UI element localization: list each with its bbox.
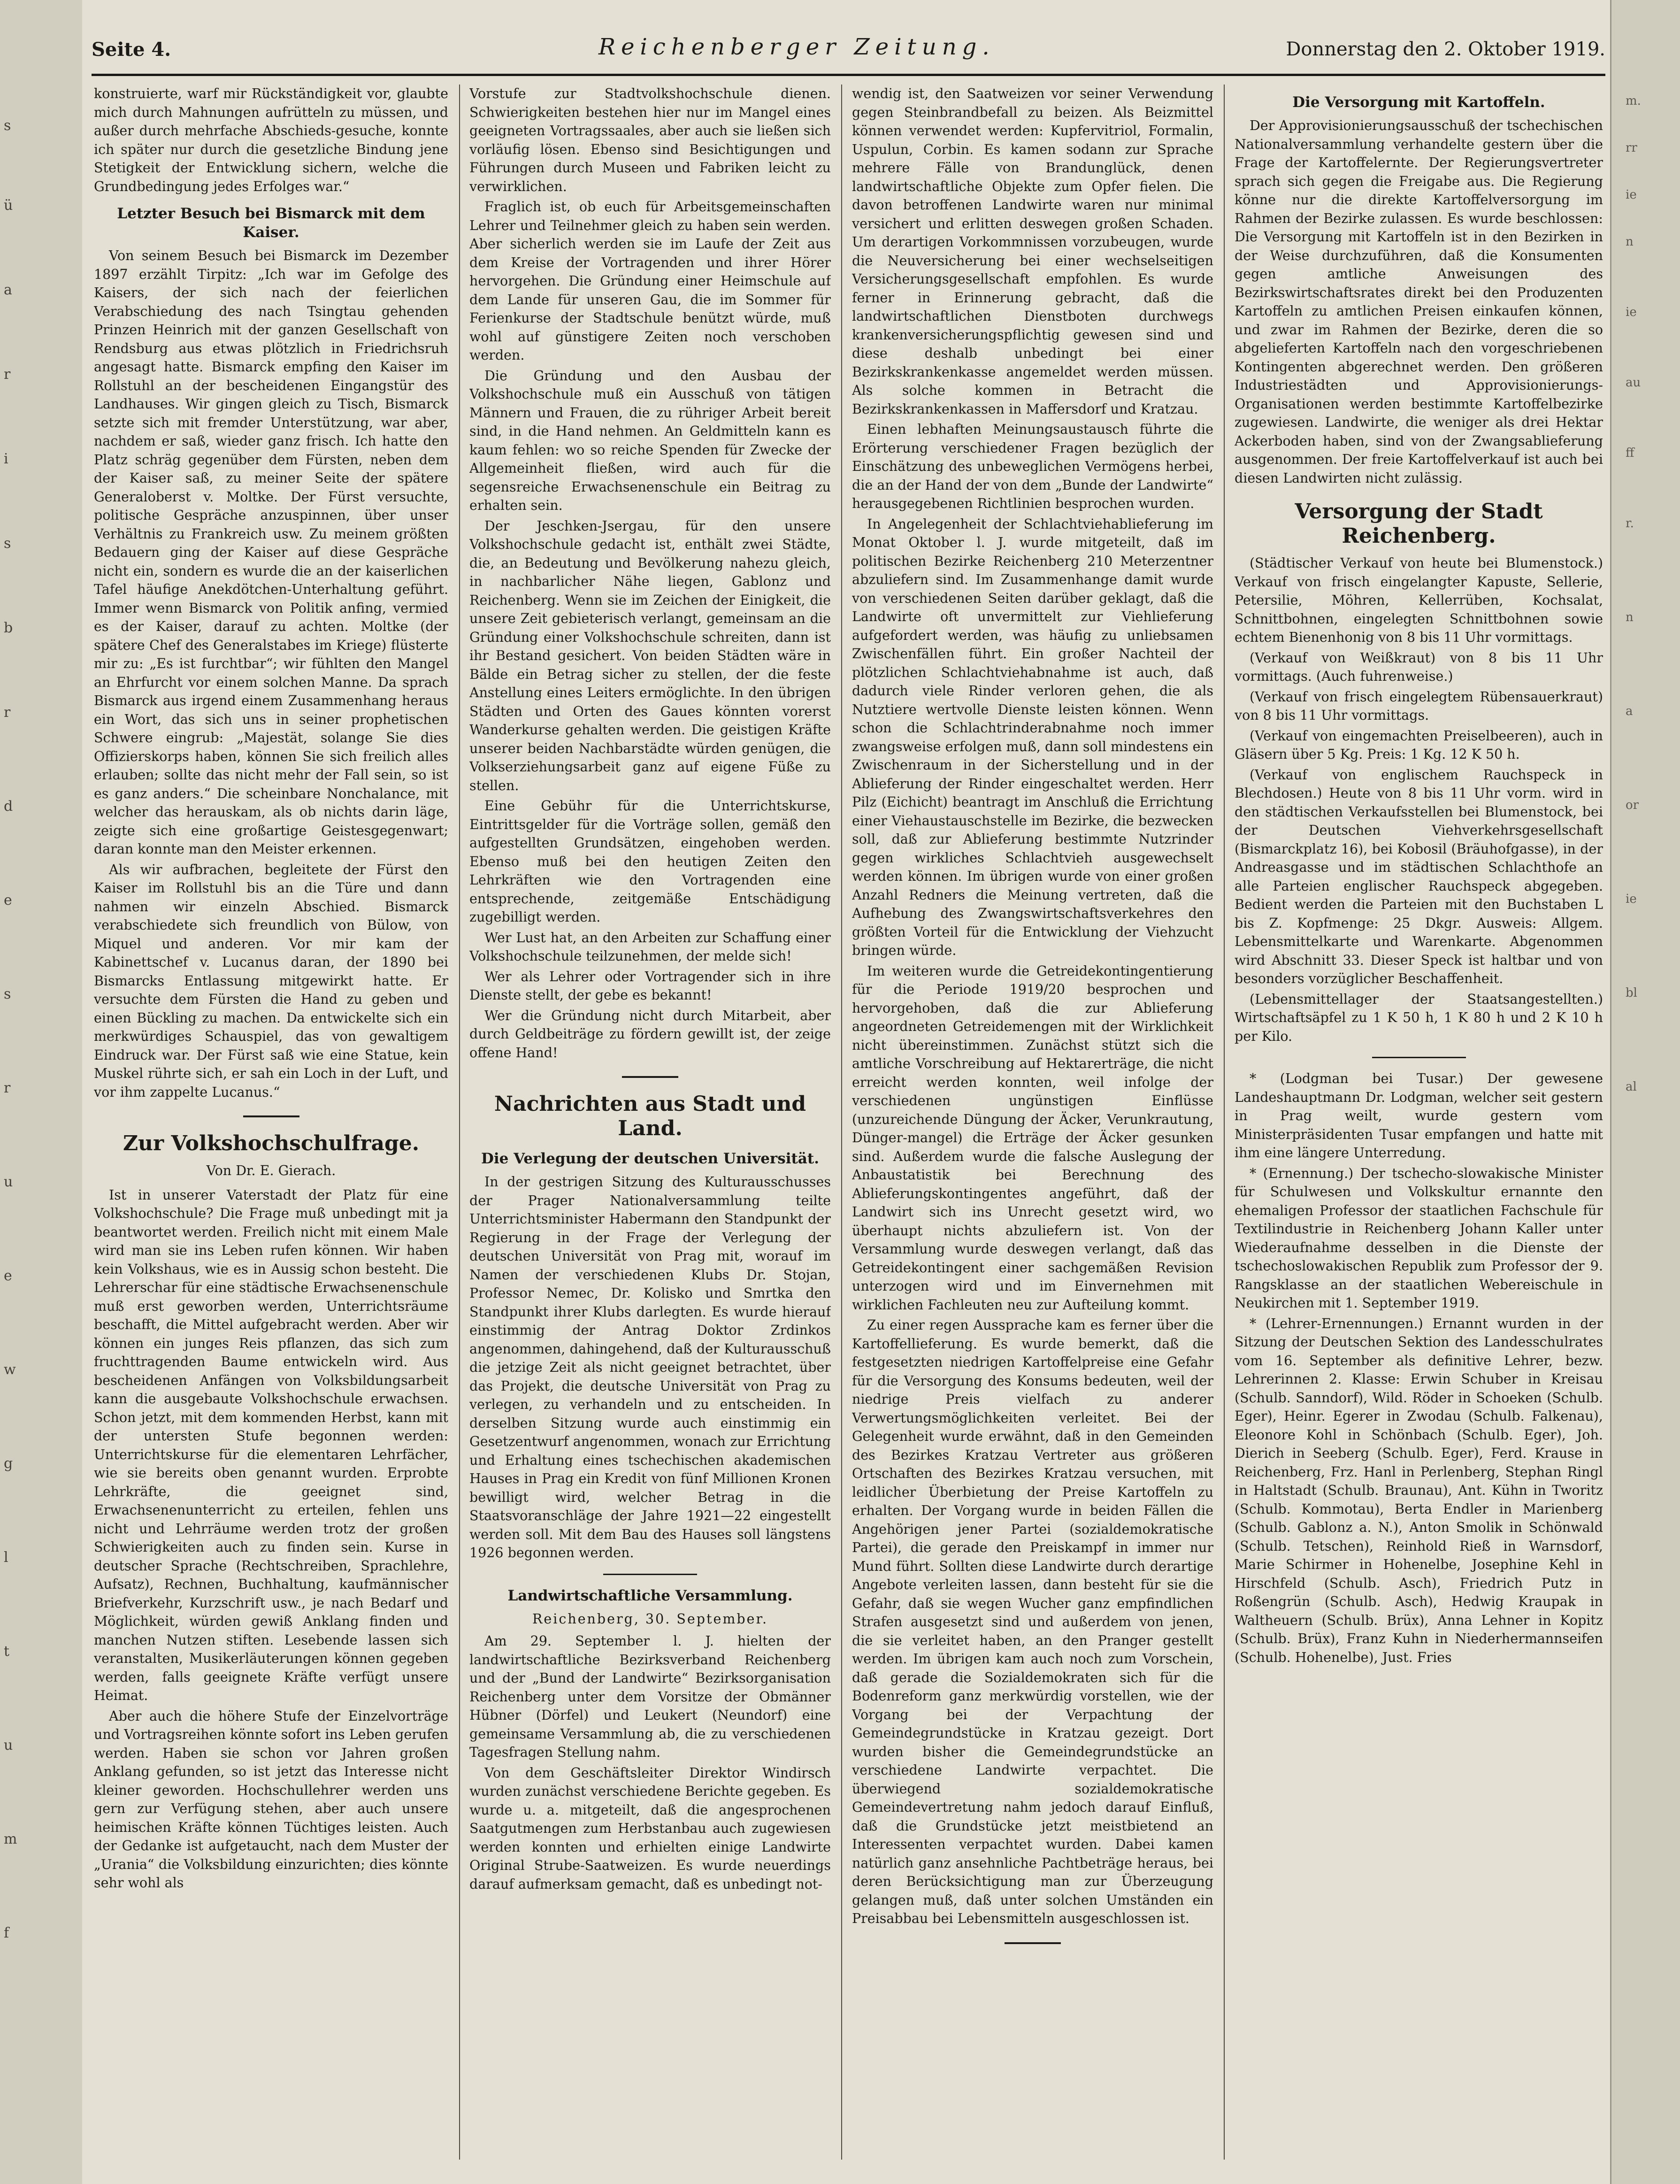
- column-divider: [459, 85, 460, 2160]
- separator: [243, 1115, 299, 1117]
- margin-fragment: r: [4, 1080, 11, 1096]
- article-paragraph: Der Approvisionierungsausschuß der tschechischen Nationalversammlung verhandelte gestern über die Frage der Kartoffelernte. Der Regierungsvertreter sprach sich gegen die Freigabe aus. Die Regierung könne nur die direkte Kartoffelversorgung im Rahmen der Bezirke zulassen. Es wurde beschlossen: Die Versorgung mit Kartoffeln ist in den Bezirken in der Weise durchzuführen, daß die Konsumenten gegen amtliche Anweisungen des Bezirkswirtschaftsrates direkt bei den Produzenten Kartoffeln zu amtlichen Preisen einkaufen können, und zwar im Rahmen der Bezirke, deren die so abgelieferten Kartoffeln nach den vorgeschriebenen Kontingenten abgerechnet werden. Den größeren Industriestädten und Approvisionierungs-Organisationen werden bestimmte Kartoffelbezirke zugewiesen. Landwirte, die weniger als drei Hektar Ackerboden haben, sind von der Zwangsablieferung ausgenommen. Der freie Kartoffelverkauf ist auch bei diesen Landwirten nicht zulässig.: [1235, 118, 1603, 486]
- margin-fragment: r: [4, 704, 11, 721]
- article-title: Zur Volkshochschulfrage.: [123, 1131, 420, 1155]
- margin-fragment: m: [4, 1831, 17, 1847]
- article-paragraph: * (Ernennung.) Der tschecho-slowakische Minister für Schulwesen und Volkskultur ernannte den ehemaligen Professor der staatlichen Fachschule für Textilindustrie in Reichenberg Johann Kaller unter Wiederaufnahme desselben in die Dienste der tschechoslowakischen Republik zum Professor der 9. Rangsklasse an der staatlichen Webereischule in Neukirchen mit 1. September 1919.: [1235, 1165, 1603, 1311]
- margin-fragment: au: [1626, 376, 1641, 390]
- margin-fragment: g: [4, 1455, 13, 1472]
- margin-fragment: l: [4, 1549, 8, 1566]
- article-byline: Von Dr. E. Gierach.: [206, 1163, 336, 1178]
- margin-fragment: or: [1626, 798, 1639, 812]
- article-paragraph: (Städtischer Verkauf von heute bei Blumenstock.) Verkauf von frisch eingelangter Kapuste, Sellerie, Petersilie, Möhren, Kellerrüben, Kochsalat, Schnittbohnen, eingelegten Schnittbohnen sowie echtem Bienenhonig von 8 bis 11 Uhr vormittags.: [1235, 555, 1603, 645]
- margin-fragment: f: [4, 1925, 9, 1941]
- article-paragraph: Zu einer regen Aussprache kam es ferner über die Kartoffellieferung. Es wurde bemerkt, daß die festgesetzten niedrigen Kartoffelpreise eine Gefahr für die Versorgung des Konsums bedeuten, weil der niedrige Preis vielfach zu anderer Verwertungsmöglichkeiten verleitet. Bei der Gelegenheit wurde erwähnt, daß in den Gemeinden des Bezirkes Kratzau Vertreter aus größeren Ortschaften des Bezirkes Kratzau versuchen, mit leidlicher Überbietung der Preise Kartoffeln zu erhalten. Der Vorgang wurde in beiden Fällen die Angehörigen jener Partei (sozialdemokratische Partei), die gerade den Preiskampf in immer nur Mund führt. Sollten diese Landwirte durch derartige Angebote verleiten lassen, dann besteht für sie die Gefahr, daß sie wegen Wucher ganz empfindlichen Strafen ausgesetzt sind und außerdem von jenen, die sie verleitet haben, an den Pranger gestellt werden. Im übrigen kam auch noch zum Vorschein, daß gerade die Sozialdemokraten sich für die Bodenreform ganz merkwürdig vorstellen, wie der Vorgang bei der Verpachtung der Gemeindegrundstücke in Kratzau gezeigt. Dort wurden bisher die Gemeindegrundstücke an verschiedene Landwirte verpachtet. Die überwiegend sozialdemokratische Gemeindevertretung nahm jedoch darauf Einfluß, daß die Grundstücke jetzt meistbietend an Interessenten verpachtet wurden. Dabei kamen natürlich ganz ansehnliche Pachtbeträge heraus, bei deren Berücksichtigung man zur Überzeugung gelangen muß, daß unter solchen Umständen ein Preisabbau bei Lebensmitteln ausgeschlossen ist.: [852, 1317, 1213, 1926]
- article-paragraph: Wer Lust hat, an den Arbeiten zur Schaffung einer Volkshochschule teilzunehmen, der melde sich!: [469, 930, 831, 964]
- article-paragraph: * (Lehrer-Ernennungen.) Ernannt wurden in der Sitzung der Deutschen Sektion des Landesschulrates vom 16. September als definitive Lehrer, bezw. Lehrerinnen 2. Klasse: Erwin Schuber in Kreisau (Schulb. Sanndorf), Wild. Röder in Schoeken (Schulb. Eger), Heinr. Egerer in Zwodau (Schulb. Falkenau), Eleonore Kohl in Schönbach (Schulb. Eger), Joh. Dierich in Seeberg (Schulb. Eger), Ferd. Krause in Reichenberg, Frz. Hanl in Perlenberg, Stephan Ringl in Haltstadt (Schulb. Braunau), Ant. Kühn in Tworitz (Schulb. Kommotau), Berta Endler in Marienberg (Schulb. Gablonz a. N.), Anton Smolik in Schönwald (Schulb. Tetschen), Reinhold Rieß in Warnsdorf, Marie Schirmer in Hohenelbe, Josephine Kehl in Hirschfeld (Schulb. Asch), Friedrich Putz in Roßengrün (Schulb. Asch), Hedwig Kraupak in Waltheuern (Schulb. Brüx), Anna Lehner in Kopitz (Schulb. Brüx), Franz Kuhn in Niederhermannseifen (Schulb. Hohenelbe), Just. Fries: [1235, 1315, 1603, 1665]
- section-heading: Landwirtschaftliche Versammlung.: [507, 1587, 793, 1604]
- section-title: Nachrichten aus Stadt und Land.: [494, 1092, 806, 1140]
- column-4: [1235, 85, 1603, 2169]
- newspaper-title: Reichenberger Zeitung.: [598, 34, 995, 60]
- margin-fragment: t: [4, 1643, 10, 1660]
- margin-fragment: r: [4, 366, 11, 383]
- article-paragraph: Aber auch die höhere Stufe der Einzelvorträge und Vortragsreihen könnte sofort ins Leben gerufen werden. Haben sie schon vor Jahren großen Anklang gefunden, so ist jetzt das Interesse nicht kleiner geworden. Hochschullehrer werden uns gern zur Verfügung stehen, aber auch unsere heimischen Kräfte können Tüchtiges leisten. Auch der Gedanke ist aufgetaucht, nach dem Muster der „Urania“ die Volksbildung einzurichten; dies könnte sehr wohl als: [94, 1708, 448, 1891]
- margin-fragment: ü: [4, 197, 13, 214]
- margin-fragment: s: [4, 986, 11, 1002]
- article-paragraph: * (Lodgman bei Tusar.) Der gewesene Landeshauptmann Dr. Lodgman, welcher seit gestern in Prag weilt, wurde gestern vom Ministerpräsidenten Tusar empfangen und hatte mit ihm eine längere Unterredung.: [1235, 1071, 1603, 1161]
- margin-fragment: bl: [1626, 986, 1637, 1000]
- article-paragraph: (Verkauf von frisch eingelegtem Rübensauerkraut) von 8 bis 11 Uhr vormittags.: [1235, 689, 1603, 723]
- margin-fragment: a: [4, 282, 12, 298]
- article-paragraph: In der gestrigen Sitzung des Kulturausschusses der Prager Nationalversammlung teilte Unterrichtsminister Habermann den Standpunkt der Regierung in der Frage der Verlegung der deutschen Universität von Prag mit, worauf im Namen der verschiedenen Klubs Dr. Stojan, Professor Nemec, Dr. Kolisko und Smrtka den Standpunkt ihrer Klubs darlegten. Es wurde hierauf einstimmig der Antrag Doktor Zrdinkos angenommen, dahingehend, daß der Kulturausschuß die jetzige Zeit als nicht geeignet betrachtet, über das Projekt, die deutsche Universität von Prag zu verlegen, zu verhandeln und zu entscheiden. In derselben Sitzung wurde auch einstimmig ein Gesetzentwurf angenommen, wonach zur Errichtung und Erhaltung eines tschechischen akademischen Hauses in Prag ein Kredit von fünf Millionen Kronen bewilligt wird, welcher Betrag in die Staatsvoranschläge der Jahre 1921—22 eingestellt werden soll. Mit dem Bau des Hauses soll längstens 1926 begonnen werden.: [469, 1174, 831, 1561]
- margin-fragment: ie: [1626, 188, 1637, 202]
- column-2: [469, 85, 831, 2169]
- margin-fragment: a: [1626, 704, 1633, 718]
- article-paragraph: In Angelegenheit der Schlachtviehablieferung im Monat Oktober l. J. wurde mitgeteilt, daß im politischen Bezirke Reichenberg 210 Meterzentner abzuliefern sind. Im Zusammenhange damit wurde von verschiedenen Seiten darüber geklagt, daß die Landwirte oft unvermittelt zur Viehlieferung aufgefordert werden, was häufig zu unliebsamen Zwischenfällen führt. Ein großer Nachteil der plötzlichen Schlachtviehabnahme ist auch, daß dadurch viele Rinder verloren gehen, die als Nutztiere wertvolle Dienste leisten können. Wenn schon die Schlachtrinderabnahme noch immer zwangsweise erfolgen muß, dann soll mindestens ein Zwischenraum in der Sicherstellung und in der Ablieferung der Rinder eingeschaltet werden. Herr Pilz (Eichicht) beantragt im Anschluß die Errichtung einer Viehaustauschstelle im Bezirke, die bezwecken soll, daß zur Ablieferung bestimmte Nutzrinder gegen wirkliches Schlachtvieh ausgewechselt werden können. Im übrigen wurde von einer großen Anzahl Redners die Meinung vertreten, daß die Aufhebung des Zwangswirtschaftsverkehres den größten Vorteil für die Entwicklung der Viehzucht bringen würde.: [852, 516, 1213, 958]
- margin-fragment: n: [1626, 610, 1634, 624]
- article-paragraph: Am 29. September l. J. hielten der landwirtschaftliche Bezirksverband Reichenberg und der „Bund der Landwirte“ Bezirksorganisation Reichenberg unter dem Vorsitze der Obmänner Hübner (Dörfel) und Leukert (Neundorf) eine gemeinsame Versammlung ab, die zu verschiedenen Tagesfragen Stellung nahm.: [469, 1633, 831, 1760]
- article-paragraph: Im weiteren wurde die Getreidekontingentierung für die Periode 1919/20 besprochen und hervorgehoben, daß die zur Ablieferung angeordneten Getreidemengen mit der Wirklichkeit nicht übereinstimmen. Zunächst stützt sich die amtliche Vorschreibung auf Hektarerträge, die nicht erreicht werden konnten, weil infolge der verschiedenen ungünstigen Einflüsse (unzureichende Düngung der Äcker, Verunkrautung, Dünger-mangel) die Erträge der Äcker gesunken sind. Außerdem wurde die falsche Auslegung der Anbaustatistik bei Berechnung des Ablieferungskontingentes angeführt, daß der Landwirt sich ins Unrecht gesetzt wird, wo überhaupt nichts abzuliefern ist. Von der Versammlung wurde deswegen verlangt, daß das Getreidekontingent einer sachgemäßen Revision unterzogen wird und im Einvernehmen mit wirklichen Fachleuten neu zur Aufteilung kommt.: [852, 963, 1213, 1313]
- article-paragraph: Ist in unserer Vaterstadt der Platz für eine Volkshochschule? Die Frage muß unbedingt mit ja beantwortet werden. Freilich nicht mit einem Male wird man sie ins Leben rufen können. Wir haben kein Volkshaus, wie es in Aussig schon besteht. Die Lehrerschar für eine städtische Erwachsenenschule muß erst geworben werden, Unterrichtsräume beschafft, die Mittel aufgebracht werden. Aber wir können ein junges Reis pflanzen, das sich zum fruchttragenden Baume entwickeln wird. Aus bescheidenen Anfängen von Volksbildungsarbeit kann die ausgebaute Volkshochschule erwachsen. Schon jetzt, mit dem kommenden Herbst, kann mit der untersten Stufe begonnen werden: Unterrichtskurse für die elementaren Lehrfächer, wie sie bereits oben genannt wurden. Erprobte Lehrkräfte, die geeignet sind, Erwachsenenunterricht zu erteilen, fehlen uns nicht und Lehrräume werden trotz der großen Schwierigkeiten auch zu finden sein. Kurse in deutscher Sprache (Rechtschreiben, Sprachlehre, Aufsatz), Rechnen, Buchhaltung, kaufmännischer Briefverkehr, Kurzschrift usw., je nach Bedarf und Möglichkeit, würden gewiß Anklang finden und manchen Nutzen stiften. Lesebende lassen sich veranstalten, Musikerläuterungen können gegeben werden, falls geeignete Kräfte verfügt unsere Heimat.: [94, 1187, 448, 1703]
- margin-fragment: b: [4, 620, 13, 636]
- separator: [1005, 1942, 1061, 1944]
- margin-fragment: e: [4, 1268, 12, 1284]
- column-3: [852, 85, 1213, 2169]
- margin-fragment: al: [1626, 1080, 1637, 1094]
- margin-fragment: d: [4, 798, 13, 815]
- section-heading: Die Versorgung mit Kartoffeln.: [1292, 94, 1545, 111]
- margin-fragment: s: [4, 535, 11, 552]
- article-paragraph: Als wir aufbrachen, begleitete der Fürst den Kaiser im Rollstuhl bis an die Türe und dann nahmen wir einzeln Abschied. Bismarck verabschiedete sich freundlich von Bülow, von Miquel und anderen. Vor mir kam der Kabinettschef v. Lucanus daran, der 1890 bei Bismarcks Entlassung mitgewirkt hatte. Er versuchte dem Fürsten die Hand zu geben und einen Bückling zu machen. Da entwickelte sich ein merkwürdiges Schauspiel, das von gewaltigem Eindruck war. Der Fürst saß wie eine Statue, kein Muskel rührte sich, er sah ein Loch in der Luft, und vor ihm zappelte Lucanus.“: [94, 861, 448, 1100]
- article-paragraph: Die Gründung und den Ausbau der Volkshochschule muß ein Ausschuß von tätigen Männern und Frauen, die zu rühriger Arbeit bereit sind, in die Hand nehmen. An Geldmitteln kann es kaum fehlen: wo so reiche Spenden für Zwecke der Allgemeinheit fließen, wird auch für die segensreiche Erwachsenenschule ein Beitrag zu erhalten sein.: [469, 368, 831, 513]
- article-paragraph: konstruierte, warf mir Rückständigkeit vor, glaubte mich durch Mahnungen aufrütteln zu müssen, und außer durch mehrfache Abschieds-gesuche, konnte ich später nur durch die gesetzliche Bindung jene Stetigkeit der Entwicklung sichern, welche die Grundbedingung jedes Erfolges war.“: [94, 86, 448, 194]
- margin-fragment: i: [4, 451, 8, 467]
- issue-date: Donnerstag den 2. Oktober 1919.: [1286, 38, 1605, 60]
- article-title: Versorgung der Stadt Reichenberg.: [1295, 500, 1543, 548]
- article-paragraph: Wer als Lehrer oder Vortragender sich in ihre Dienste stellt, der gebe es bekannt!: [469, 969, 831, 1003]
- adjacent-page-left-margin: [0, 0, 82, 2184]
- margin-fragment: w: [4, 1361, 16, 1378]
- section-heading: Letzter Besuch bei Bismarck mit dem Kaiser.: [117, 205, 425, 241]
- margin-fragment: n: [1626, 235, 1634, 249]
- article-paragraph: Eine Gebühr für die Unterrichtskurse, Eintrittsgelder für die Vorträge sollen, gemäß den aufgestellten Grundsätzen, eingehoben werden. Ebenso muß bei den heutigen Zeiten den Lehrkräften wie den Vortragenden eine entsprechende, zeitgemäße Entschädigung zugebilligt werden.: [469, 798, 831, 925]
- article-paragraph: (Verkauf von eingemachten Preiselbeeren), auch in Gläsern über 5 Kg. Preis: 1 Kg. 12 K 50 h.: [1235, 728, 1603, 762]
- column-divider: [841, 85, 842, 2160]
- margin-fragment: u: [4, 1174, 13, 1190]
- separator: [1372, 1057, 1466, 1058]
- margin-fragment: rr: [1626, 141, 1637, 155]
- article-paragraph: Einen lebhaften Meinungsaustausch führte die Erörterung verschiedener Fragen bezüglich der Einschätzung des unbeweglichen Vermögens herbei, die an der Hand der von dem „Bunde der Landwirte“ herausgegebenen Richtlinien besprochen wurden.: [852, 422, 1213, 511]
- article-paragraph: (Lebensmittellager der Staatsangestellten.) Wirtschaftsäpfel zu 1 K 50 h, 1 K 80 h und 2 K 10 h per Kilo.: [1235, 991, 1603, 1044]
- article-paragraph: Der Jeschken-Jsergau, für den unsere Volkshochschule gedacht ist, enthält zwei Städte, die, an Bedeutung und Bevölkerung nahezu gleich, in nachbarlicher Nähe liegen, Gablonz und Reichenberg. Wenn sie im Zeichen der Einigkeit, die unsere Zeit gebieterisch verlangt, gemeinsam an die Gründung einer Volkshochschule schreiten, dann ist ihr Bestand gesichert. Von beiden Städten wäre in Bälde ein Betrag sicher zu stellen, der die feste Anstellung eines Leiters ermöglichte. In den übrigen Städten und Orten des Gaues könnten vorerst Wanderkurse gehalten werden. Die geistigen Kräfte unserer beiden Nachbarstädte würden genügen, die Volkserziehungsarbeit ganz auf eigene Füße zu stellen.: [469, 518, 831, 793]
- column-1: [94, 85, 448, 2169]
- article-paragraph: Vorstufe zur Stadtvolkshochschule dienen. Schwierigkeiten bestehen hier nur im Mangel eines geeigneten Vortragssaales, aber auch sie ließen sich vorläufig lösen. Ebenso sind Besichtigungen und Führungen durch Museen und Fabriken leicht zu verwirklichen.: [469, 86, 831, 194]
- dateline: Reichenberg, 30. September.: [532, 1611, 768, 1627]
- article-paragraph: Wer die Gründung nicht durch Mitarbeit, aber durch Geldbeiträge zu fördern gewillt ist, der zeige offene Hand!: [469, 1007, 831, 1061]
- margin-fragment: m.: [1626, 94, 1641, 108]
- margin-fragment: u: [4, 1737, 13, 1753]
- article-paragraph: Von seinem Besuch bei Bismarck im Dezember 1897 erzählt Tirpitz: „Ich war im Gefolge des Kaisers, der sich nach der feierlichen Verabschiedung des nach Tsingtau gehenden Prinzen Heinrich mit der ganzen Gesellschaft von Rendsburg aus etwas plötzlich in Friedrichsruh angesagt hatte. Bismarck empfing den Kaiser im Rollstuhl an der bescheidenen Eingangstür des Landhauses. Wir gingen gleich zu Tisch, Bismarck setzte sich mit fremder Unterstützung, war aber, nachdem er saß, wieder ganz frisch. Ich hatte den Platz schräg gegenüber dem Fürsten, neben dem der Kaiser saß, zu meiner Seite der spätere Generaloberst v. Moltke. Der Fürst versuchte, politische Gespräche anzuspinnen, über unser Verhältnis zu Frankreich usw. Zu meinem größten Bedauern ging der Kaiser auf diese Gespräche nicht ein, sondern es wurde die an der kaiserlichen Tafel häufige Anekdötchen-Unterhaltung geführt. Immer wenn Bismarck von Politik anfing, vermied es der Kaiser, darauf zu achten. Moltke (der spätere Chef des Generalstabes im Kriege) flüsterte mir zu: „Es ist furchtbar“; wir fühlten den Mangel an Ehrfurcht vor einem solchen Manne. Da sprach Bismarck aus irgend einem Zusammenhang heraus ein Wort, das sich uns in seiner prophetischen Schwere eingrub: „Majestät, solange Sie dies Offizierskorps haben, können Sie sich freilich alles erlauben; sollte das nicht mehr der Fall sein, so ist es ganz anders.“ Die scheinbare Nonchalance, mit welcher das herauskam, als ob nichts darin läge, zeigte sich eine großartige Geistesgegenwart; daran konnte man den Meister erkennen.: [94, 248, 448, 857]
- margin-fragment: s: [4, 117, 11, 134]
- separator: [622, 1076, 678, 1078]
- adjacent-page-right-margin: [1610, 0, 1680, 2184]
- margin-fragment: ff: [1626, 446, 1634, 460]
- margin-fragment: r.: [1626, 516, 1634, 531]
- article-paragraph: wendig ist, den Saatweizen vor seiner Verwendung gegen Steinbrandbefall zu beizen. Als Beizmittel können verwendet werden: Kupfervitriol, Formalin, Uspulun, Corbin. Es kamen sodann zur Sprache mehrere Fälle von Brandunglück, denen landwirtschaftliche Objekte zum Opfer fielen. Die davon betroffenen Landwirte waren nur minimal versichert und erlitten deswegen großen Schaden. Um derartigen Vorkommnissen vorzubeugen, wurde die Neuversicherung bei einer wechselseitigen Versicherungsgesellschaft empfohlen. Es wurde ferner in Erinnerung gebracht, daß die landwirtschaftlichen Dienstboten durchwegs krankenversicherungspflichtig gewesen sind und diese deshalb unbedingt bei einer Bezirkskrankenkasse angemeldet werden müssen. Als solche kommen in Betracht die Bezirkskrankenkassen in Maffersdorf und Kratzau.: [852, 86, 1213, 417]
- article-paragraph: (Verkauf von Weißkraut) von 8 bis 11 Uhr vormittags. (Auch fuhrenweise.): [1235, 650, 1603, 684]
- separator: [603, 1574, 697, 1575]
- page-number: Seite 4.: [92, 38, 171, 61]
- margin-fragment: ie: [1626, 305, 1637, 319]
- article-paragraph: Fraglich ist, ob euch für Arbeitsgemeinschaften Lehrer und Teilnehmer gleich zu haben sein werden. Aber sicherlich werden sie im Laufe der Zeit aus dem Kreise der Vortragenden und ihrer Hörer hervorgehen. Die Gründung einer Heimschule auf dem Lande für unseren Gau, die im Sommer für Ferienkurse der Stadtschule benützt würde, muß wohl auf günstigere Zeiten noch verschoben werden.: [469, 199, 831, 363]
- margin-fragment: e: [4, 892, 12, 908]
- column-divider: [1224, 85, 1225, 2160]
- article-paragraph: (Verkauf von englischem Rauchspeck in Blechdosen.) Heute von 8 bis 11 Uhr vorm. wird in den städtischen Verkaufsstellen bei Blumenstock, bei der Deutschen Viehverkehrsgesellschaft (Bismarckplatz 16), bei Kobosil (Bräuhofgasse), in der Andreasgasse und im städtischen Schlachthofe an alle Parteien englischer Rauchspeck abgegeben. Bedient werden die Parteien mit den Buchstaben L bis Z. Kopfmenge: 25 Dkgr. Ausweis: Allgem. Lebensmittelkarte und Warenkarte. Abgenommen wird Abschnitt 33. Dieser Speck ist haltbar und von besonders vorzüglicher Beschaffenheit.: [1235, 767, 1603, 986]
- article-paragraph: Von dem Geschäftsleiter Direktor Windirsch wurden zunächst verschiedene Berichte gegeben. Es wurde u. a. mitgeteilt, daß die angesprochenen Saatgutmengen zum Herbstanbau auch zugewiesen werden konnten und erhielten einige Landwirte Original Strube-Saatweizen. Es wurde neuerdings darauf aufmerksam gemacht, daß es unbedingt not-: [469, 1765, 831, 1892]
- section-heading: Die Verlegung der deutschen Universität.: [481, 1150, 820, 1167]
- header-rule: [92, 74, 1605, 76]
- page-header: [92, 29, 1605, 74]
- margin-fragment: ie: [1626, 892, 1637, 906]
